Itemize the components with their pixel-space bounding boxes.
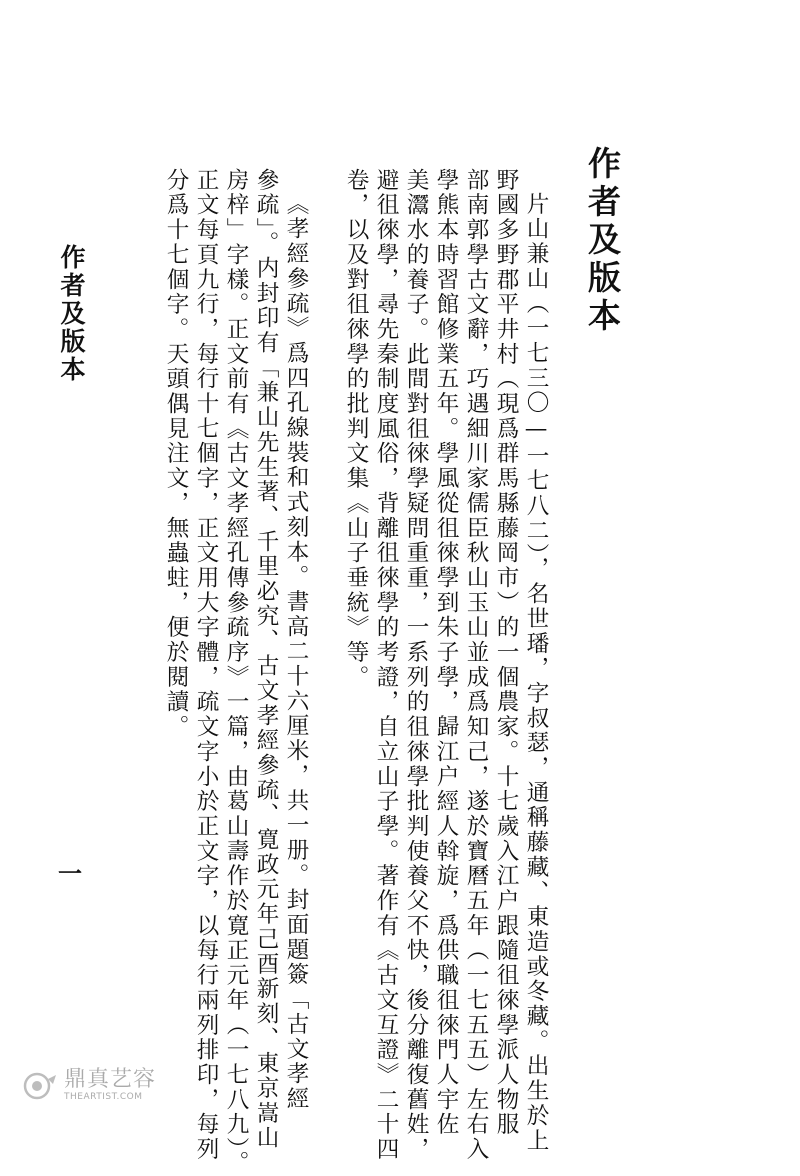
body-column-1: 片山兼山（一七三〇—一七八二），名世璠，字叔瑟，通稱藤藏、東造或冬藏。出生於上 (523, 192, 549, 1154)
body-column-4: 學熊本時習館修業五年。學風從徂徠學到朱子學，歸江户經人斡旋，爲供職徂徠門人宇佐 (433, 168, 459, 1138)
body-column-8: 《孝經參疏》爲四孔線裝和式刻本。書高二十六厘米，共一册。封面題簽「古文孝經 (283, 192, 309, 1112)
body-column-12: 分爲十七個字。天頭偶見注文，無蟲蛀，便於閱讀。 (163, 168, 189, 740)
running-header-title: 作者及版本 (57, 244, 86, 384)
body-column-3: 部南郭學古文辭，巧遇細川家儒臣秋山玉山並成爲知己，遂於寶曆五年（一七五五）左右入 (463, 168, 489, 1162)
body-column-6: 避徂徠學，尋先秦制度風俗，背離徂徠學的考證，自立山子學。著作有《古文互證》二十四 (373, 168, 399, 1162)
body-column-2: 野國多野郡平井村（現爲群馬縣藤岡市）的一個農家。十七歲入江户跟隨徂徠學派人物服 (493, 168, 519, 1138)
watermark-subtitle: THEARTIST.COM (64, 1092, 143, 1102)
watermark (22, 1068, 156, 1103)
watermark-name: 鼎真艺容 (64, 1067, 157, 1092)
body-column-10: 房梓」字樣。正文前有《古文孝經孔傳參疏序》一篇，由葛山壽作於寛正元年（一七八九）。 (223, 168, 249, 1176)
page-number: 一 (58, 859, 82, 888)
body-column-11: 正文每頁九行，每行十七個字，正文用大字體，疏文字小於正文字，以每行兩列排印，每列 (193, 168, 219, 1162)
body-column-7: 卷，以及對徂徠學的批判文集《山子垂統》等。 (343, 168, 369, 690)
page-title: 作者及版本 (583, 146, 622, 336)
watermark-logo-icon (22, 1071, 58, 1101)
body-column-5: 美灊水的養子。此間對徂徠學疑問重重，一系列的徂徠學批判使養父不快，後分離復舊姓， (403, 168, 429, 1162)
body-column-9: 參疏」。内封印有「兼山先生著、千里必究、古文孝經參疏、寛政元年己酉新刻、東京嵩山 (253, 168, 279, 1151)
